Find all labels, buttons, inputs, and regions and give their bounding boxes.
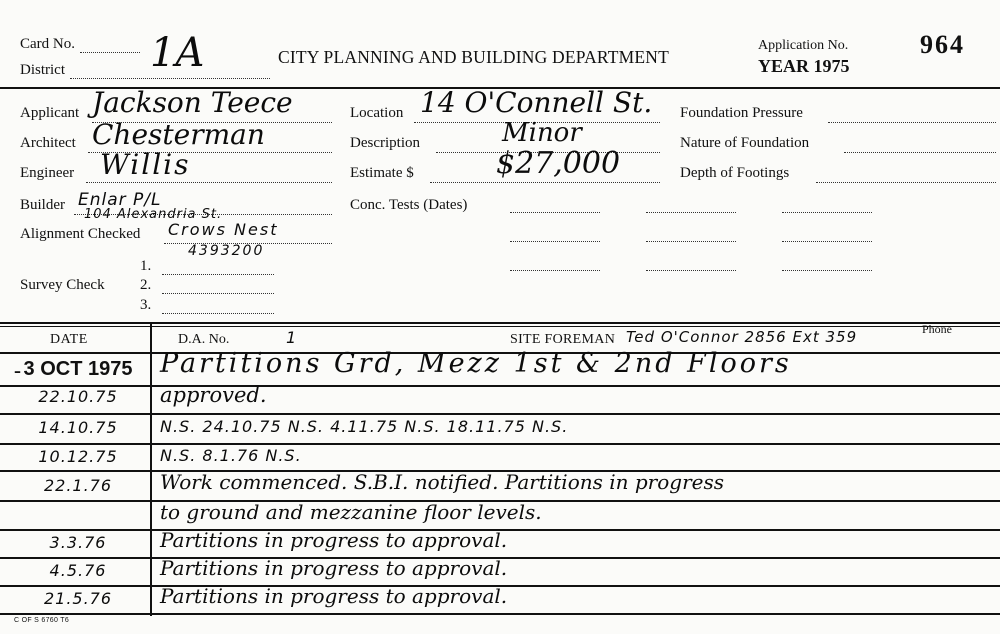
log-row-note: N.S. 24.10.75 N.S. 4.11.75 N.S. 18.11.75 N.S. xyxy=(160,417,569,436)
builder-address: 104 Alexandria St. xyxy=(84,207,223,222)
log-row-date: 22.1.76 xyxy=(43,476,113,495)
survey-check-label: Survey Check xyxy=(20,277,105,293)
survey-item-1: 1. xyxy=(140,258,152,274)
log-row-note: Work commenced. S.B.I. notified. Partitions in progress xyxy=(160,470,725,494)
builder-label: Builder xyxy=(20,197,65,213)
site-foreman-label: SITE FOREMAN xyxy=(510,332,616,347)
architect-value: Chesterman xyxy=(92,118,265,151)
log-row-note: Partitions Grd, Mezz 1st & 2nd Floors xyxy=(160,348,792,379)
survey-item-2: 2. xyxy=(140,277,152,293)
log-row-date: 4.5.76 xyxy=(49,561,107,580)
da-no-value: 1 xyxy=(286,328,298,347)
log-row-note: N.S. 8.1.76 N.S. xyxy=(160,446,302,465)
department-title: CITY PLANNING AND BUILDING DEPARTMENT xyxy=(278,47,670,67)
builder-value: Enlar P/L xyxy=(78,190,162,210)
log-row-note: Partitions in progress to approval. xyxy=(160,584,508,608)
district-value: 1A xyxy=(150,30,205,76)
foundation-pressure-label: Foundation Pressure xyxy=(680,105,803,121)
date-column-header: DATE xyxy=(50,332,88,347)
log-row-note: approved. xyxy=(160,383,267,407)
conc-tests-label: Conc. Tests (Dates) xyxy=(350,197,468,213)
log-row-note: Partitions in progress to approval. xyxy=(160,556,508,580)
log-row-date: 22.10.75 xyxy=(38,387,118,406)
year-label: YEAR 1975 xyxy=(758,56,850,76)
alignment-value: Crows Nest xyxy=(168,220,279,239)
survey-item-3: 3. xyxy=(140,297,152,313)
site-foreman-value: Ted O'Connor 2856 Ext 359 xyxy=(626,328,858,346)
estimate-value: $27,000 xyxy=(496,146,621,181)
alignment-label: Alignment Checked xyxy=(20,226,141,242)
alignment-phone: 4393200 xyxy=(188,243,265,259)
application-number: 964 xyxy=(920,30,965,59)
estimate-label: Estimate $ xyxy=(350,165,414,181)
architect-label: Architect xyxy=(20,135,76,151)
description-label: Description xyxy=(350,135,420,151)
district-label: District xyxy=(20,62,65,78)
applicant-label: Applicant xyxy=(20,105,80,121)
location-value: 14 O'Connell St. xyxy=(420,86,653,119)
nature-foundation-label: Nature of Foundation xyxy=(680,135,810,151)
stamp-dash: - xyxy=(14,358,21,382)
card-no-label: Card No. xyxy=(20,36,75,52)
log-row-date: 21.5.76 xyxy=(43,589,113,608)
depth-footings-label: Depth of Footings xyxy=(680,165,790,181)
log-row-note: Partitions in progress to approval. xyxy=(160,528,508,552)
da-no-label: D.A. No. xyxy=(178,332,230,347)
engineer-label: Engineer xyxy=(20,165,75,181)
log-row-date: 14.10.75 xyxy=(38,418,118,437)
application-no-label: Application No. xyxy=(758,38,849,53)
location-label: Location xyxy=(350,105,404,121)
log-row-date: 3.3.76 xyxy=(49,533,107,552)
log-row-date: 3 OCT 1975 xyxy=(23,358,133,380)
applicant-value: Jackson Teece xyxy=(92,86,293,119)
description-value: Minor xyxy=(502,118,582,148)
engineer-value: Willis xyxy=(100,148,191,181)
phone-label: Phone xyxy=(922,322,952,336)
log-row-date: 10.12.75 xyxy=(38,447,118,466)
form-code: C OF S 6760 T6 xyxy=(14,617,70,624)
log-row-note: to ground and mezzanine floor levels. xyxy=(160,500,542,524)
